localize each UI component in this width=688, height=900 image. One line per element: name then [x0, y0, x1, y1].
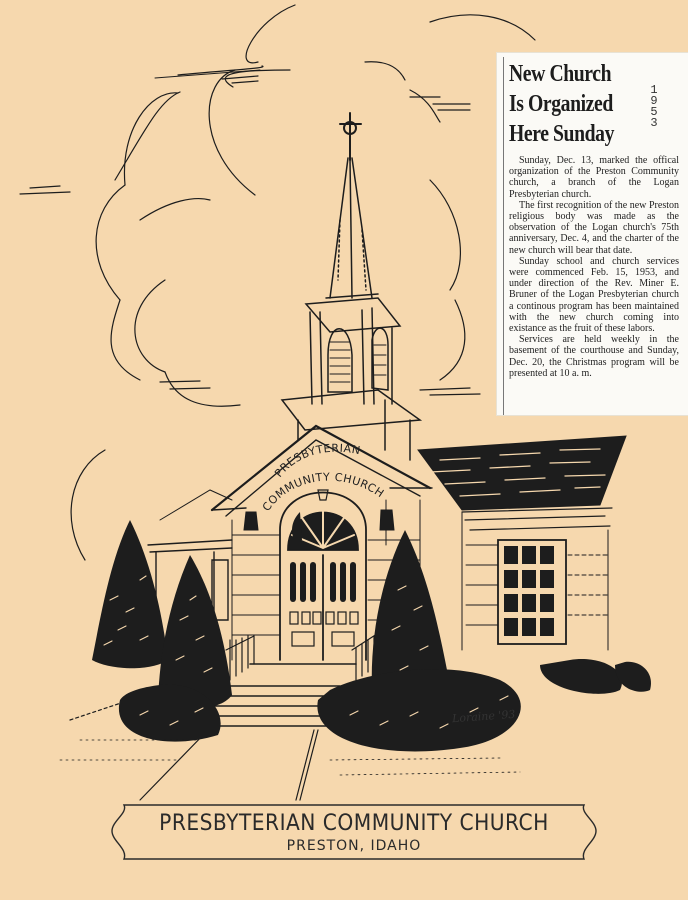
article-paragraph: Sunday, Dec. 13, marked the offical organization of the Preston Community church, a branch of the Logan Presbyterian church. [509, 155, 679, 200]
handwritten-year: 1 9 5 3 [650, 83, 658, 130]
trees-drawing [92, 512, 651, 751]
railings-drawing [226, 632, 380, 680]
caption-title: PRESBYTERIAN COMMUNITY CHURCH [159, 811, 549, 836]
clipping-headline [509, 59, 648, 149]
front-door-drawing [280, 490, 366, 660]
caption-plaque [110, 801, 598, 861]
cross-drawing [340, 113, 361, 160]
pediment-text-line2: COMMUNITY CHURCH [259, 470, 387, 514]
article-paragraph: Services are held weekly in the basement of the courthouse and Sunday, Dec. 20, the Christmas program will be presented at 10 a. m. [509, 334, 679, 379]
headline-line: Is Organized [509, 91, 613, 117]
headline-line: Here Sunday [509, 121, 615, 147]
headline-line: New Church [509, 61, 612, 87]
roof-drawing [418, 436, 626, 530]
spire-drawing [326, 158, 378, 298]
caption-subtitle: PRESTON, IDAHO [286, 838, 422, 854]
artist-signature: Loraine '93 [451, 707, 516, 726]
pediment-text-line1: PRESBYTERIAN [272, 441, 362, 480]
clipping-article [509, 155, 679, 379]
article-paragraph: The first recognition of the new Preston religious body was made as the observation of the Logan church's 75th anniversary, Dec. 4, and the charter of the new church will bear that date. [509, 199, 679, 256]
article-paragraph: Sunday school and church services were commenced Feb. 15, 1953, and under direction of the Rev. Miner E. Bruner of the Logan Presbyterian church a continous program has been maintained with the new church coming into existance as the fruit of these labors. [509, 255, 679, 335]
newspaper-clipping [497, 53, 688, 415]
side-window-drawing [498, 540, 566, 644]
